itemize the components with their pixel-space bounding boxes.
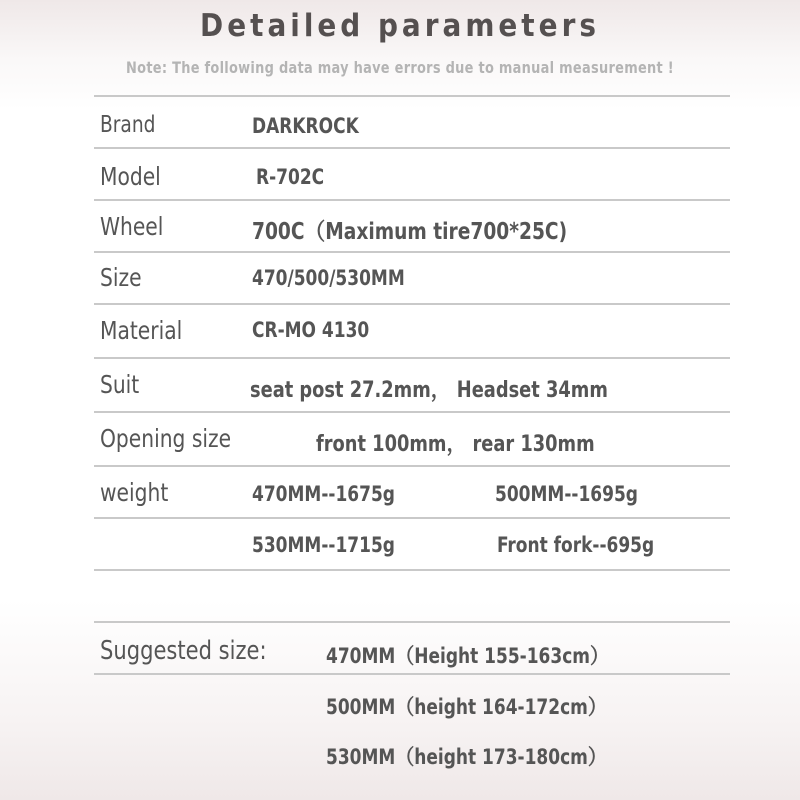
value-weight-front-fork: Front fork--695g <box>497 533 655 557</box>
suggested-size-470: 470MM（Height 155-163cm） <box>326 644 609 668</box>
divider <box>94 303 730 305</box>
label-wheel: Wheel <box>100 212 164 241</box>
value-size: 470/500/530MM <box>252 266 405 290</box>
suggested-size-500: 500MM（height 164-172cm） <box>326 695 607 719</box>
page-title: Detailed parameters <box>200 8 600 44</box>
measurement-note: Note: The following data may have errors due to manual measurement ! <box>126 58 674 77</box>
divider <box>94 411 730 413</box>
divider <box>94 465 730 467</box>
value-material: CR-MO 4130 <box>252 318 370 342</box>
divider <box>94 199 730 201</box>
divider <box>94 673 730 675</box>
label-size: Size <box>100 263 142 292</box>
label-material: Material <box>100 316 183 345</box>
value-wheel: 700C（Maximum tire700*25C) <box>252 219 568 245</box>
value-model: R-702C <box>256 165 325 189</box>
label-brand: Brand <box>100 112 156 138</box>
value-weight-470: 470MM--1675g <box>252 482 395 506</box>
label-model: Model <box>100 162 161 191</box>
divider <box>94 95 730 97</box>
value-brand: DARKROCK <box>252 114 359 138</box>
divider <box>94 569 730 571</box>
divider <box>94 517 730 519</box>
label-opening-size: Opening size <box>100 424 232 453</box>
suggested-size-530: 530MM（height 173-180cm） <box>326 745 607 769</box>
label-suggested-size: Suggested size: <box>100 636 267 666</box>
divider <box>94 251 730 253</box>
value-suit: seat post 27.2mm， Headset 34mm <box>250 378 608 403</box>
value-weight-500: 500MM--1695g <box>495 482 638 506</box>
divider <box>94 147 730 149</box>
label-suit: Suit <box>100 370 140 399</box>
divider <box>94 621 730 623</box>
divider <box>94 357 730 359</box>
label-weight: weight <box>100 478 169 507</box>
value-opening-size: front 100mm， rear 130mm <box>316 432 595 457</box>
value-weight-530: 530MM--1715g <box>252 533 395 557</box>
